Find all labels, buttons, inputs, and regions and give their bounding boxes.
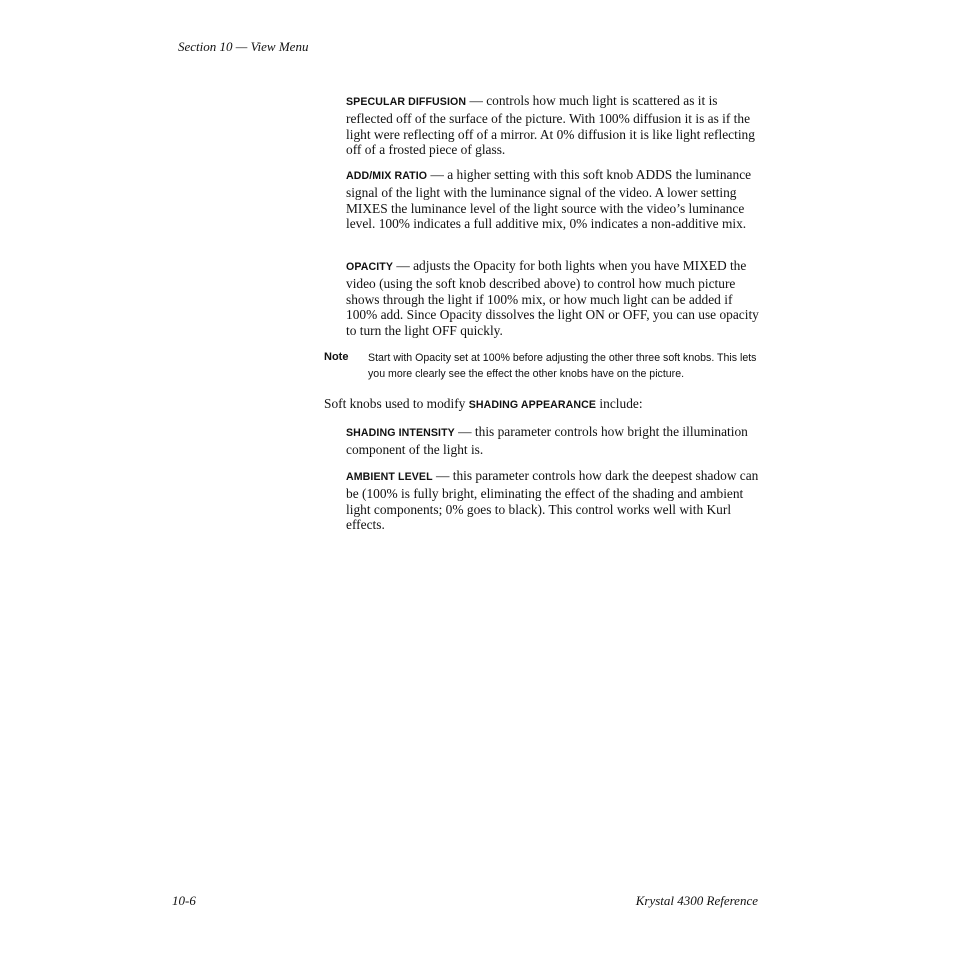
paragraph-specular-diffusion bbox=[346, 93, 760, 158]
term-add-mix-ratio: ADD/MIX RATIO bbox=[346, 170, 428, 182]
note-label: Note bbox=[324, 351, 349, 363]
lead-prefix: Soft knobs used to modify bbox=[324, 396, 469, 411]
lead-sentence bbox=[324, 396, 760, 414]
term-ambient-level: AMBIENT LEVEL bbox=[346, 471, 433, 483]
running-header: Section 10 — View Menu bbox=[178, 39, 309, 54]
paragraph-shading-intensity bbox=[346, 424, 760, 458]
paragraph-text: — controls how much light is scattered as it is reflected off of the surface of the picture. With 100% diffusion it is as if the light were reflecting off of a mirror. At 0% diffusion it is like light reflecting off of a frosted piece of glass. bbox=[346, 93, 755, 158]
document-title: Krystal 4300 Reference bbox=[635, 893, 758, 908]
lead-suffix: include: bbox=[596, 396, 643, 411]
paragraph-ambient-level bbox=[346, 468, 760, 533]
term-specular-diffusion: SPECULAR DIFFUSION bbox=[346, 96, 467, 108]
term-shading-intensity: SHADING INTENSITY bbox=[346, 427, 455, 439]
paragraph-text: — this parameter controls how bright the illumination component of the light is. bbox=[346, 424, 748, 457]
paragraph-opacity bbox=[346, 258, 760, 339]
paragraph-text: — adjusts the Opacity for both lights when you have MIXED the video (using the soft knob described above) to control how much picture shows through the light if 100% mix, or how much light can be added if 100% add. Since Opacity dissolves the light ON or OFF, you can use opacity to turn the light OFF quickly. bbox=[346, 258, 759, 339]
paragraph-text: — this parameter controls how dark the deepest shadow can be (100% is fully bright, eliminating the effect of the shading and ambient light components; 0% goes to black). This control works well with Kurl effects. bbox=[346, 468, 759, 533]
paragraph-add-mix-ratio bbox=[346, 167, 760, 232]
term-shading-appearance: SHADING APPEARANCE bbox=[468, 399, 597, 411]
note-text: Start with Opacity set at 100% before adjusting the other three soft knobs. This lets you more clearly see the effect the other knobs have on the picture. bbox=[368, 352, 757, 380]
paragraph-text: — a higher setting with this soft knob ADDS the luminance signal of the light with the luminance signal of the video. A lower setting MIXES the luminance level of the light source with the video’s luminance level. 100% indicates a full additive mix, 0% indicates a non-additive mix. bbox=[346, 167, 752, 232]
term-opacity: OPACITY bbox=[346, 261, 394, 273]
page-number: 10-6 bbox=[172, 893, 196, 908]
